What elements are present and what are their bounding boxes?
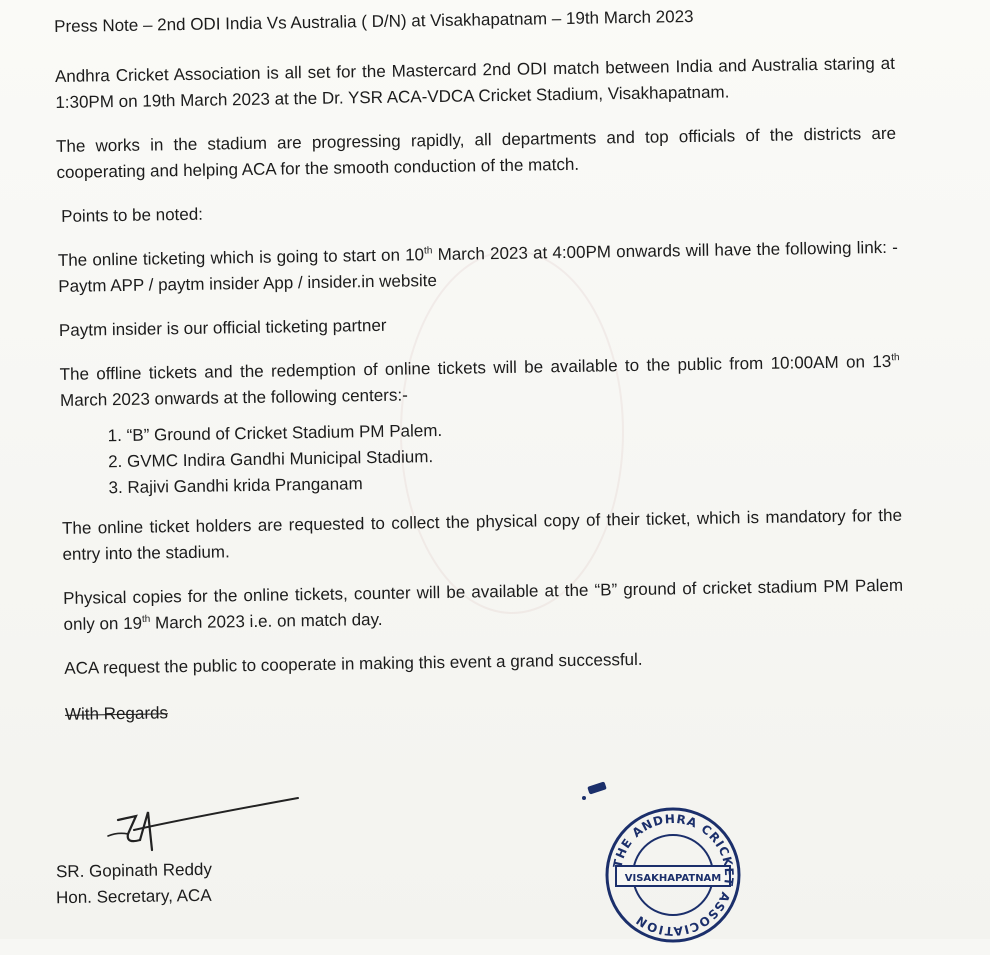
signatory-title: Hon. Secretary, ACA <box>55 885 212 908</box>
request-paragraph: ACA request the public to cooperate in making this event a grand successful. <box>64 649 643 678</box>
intro-paragraph: Andhra Cricket Association is all set for the Mastercard 2nd ODI match between India and Australia staring at 1:30PM on 19th March 2023 at the Dr. YSR ACA-VDCA Cricket Stadium, Visakhapatnam. <box>54 53 896 112</box>
works-paragraph: The works in the stadium are progressing rapidly, all departments and top officials of the districts are cooperating and helping ACA for the smooth conduction of the match. <box>55 123 897 182</box>
ink-dash-mark <box>587 781 607 794</box>
offline-text-sup: th <box>891 352 900 364</box>
online-text-sup: th <box>423 245 433 257</box>
ink-dot-mark <box>582 796 586 800</box>
press-note-title: Press Note – 2nd ODI India Vs Australia ( D/N) at Visakhapatnam – 19th March 2023 <box>54 6 694 36</box>
collect-paragraph: The online ticket holders are requested to collect the physical copy of their ticket, which is mandatory for the entry into the stadium. <box>61 505 903 564</box>
physical-text-post: March 2023 i.e. on match day. <box>150 609 383 633</box>
online-ticketing-paragraph <box>58 235 899 300</box>
signature-scribble-icon <box>48 790 308 860</box>
physical-text-pre: Physical copies for the online tickets, counter will be available at the “B” ground of cricket stadium PM Palem only on 19 <box>63 575 904 634</box>
center-item: 1. “B” Ground of Cricket Stadium PM Palem. <box>126 411 900 449</box>
regards-line: With Regards <box>64 703 169 724</box>
offline-text-post: March 2023 onwards at the following centers:- <box>59 385 408 410</box>
seal-ring-text: THE ANDHRA CRICKET ASSOCIATION <box>610 811 737 939</box>
association-seal <box>598 800 748 950</box>
handwritten-signature <box>48 790 308 860</box>
signatory-name: SR. Gopinath Reddy <box>55 859 213 882</box>
offline-tickets-paragraph <box>59 349 900 414</box>
center-item: 3. Rajivi Gandhi krida Pranganam <box>127 463 901 501</box>
centers-list <box>60 411 901 502</box>
online-text-post: March 2023 at 4:00PM onwards will have the following link: - Paytm APP / paytm insider App / insider.in website <box>58 237 898 296</box>
physical-copies-paragraph <box>63 573 904 638</box>
offline-text-pre: The offline tickets and the redemption of online tickets will be available to the public from 10:00AM on 13 <box>59 351 892 384</box>
physical-text-sup: th <box>141 613 151 626</box>
seal-center-text: VISAKHAPATNAM <box>624 873 722 884</box>
center-item: 2. GVMC Indira Gandhi Municipal Stadium. <box>127 437 901 475</box>
points-heading: Points to be noted: <box>61 204 204 226</box>
partner-paragraph: Paytm insider is our official ticketing partner <box>58 315 387 340</box>
online-text-pre: The online ticketing which is going to start on 10 <box>57 245 425 270</box>
press-note-body <box>54 1 905 728</box>
seal-stamp-icon <box>598 800 748 950</box>
